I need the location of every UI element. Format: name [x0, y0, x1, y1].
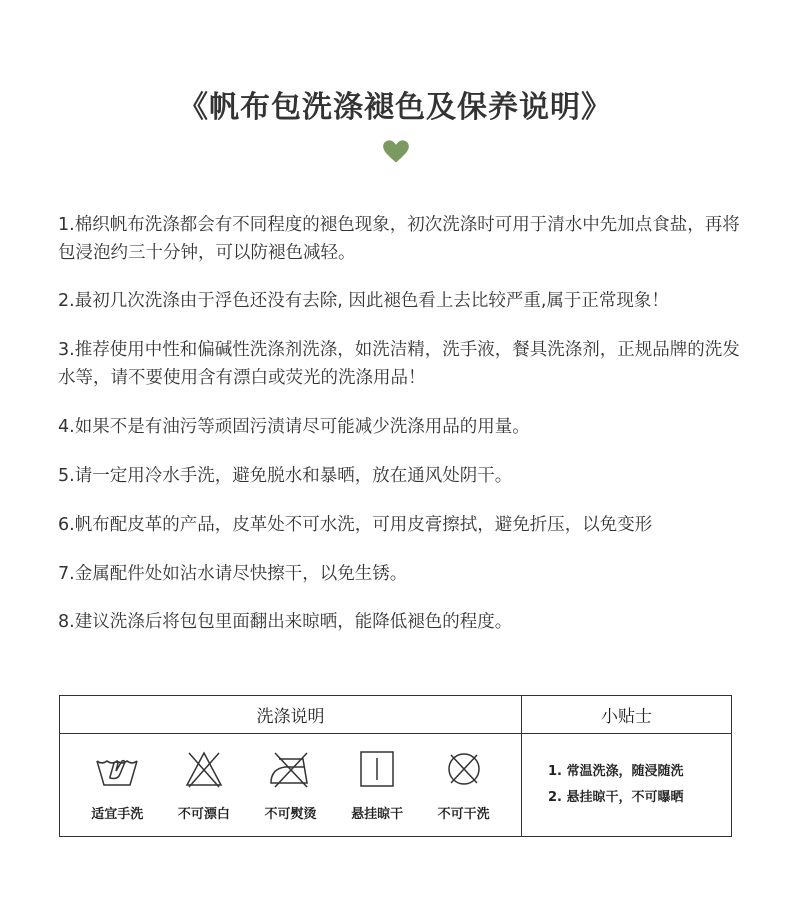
- hang-dry-icon: [354, 749, 400, 789]
- no-dry-clean-icon: [441, 749, 487, 789]
- paragraph-7: 7.金属配件处如沾水请尽快擦干，以免生锈。: [58, 564, 408, 584]
- paragraph-3: 3.推荐使用中性和偏碱性洗涤剂洗涤，如洗洁精，洗手液，餐具洗涤剂，正规品牌的洗发水等，请不要使用含有漂白或荧光的洗涤用品！: [58, 340, 740, 388]
- paragraph-1: 1.棉织帆布洗涤都会有不同程度的褪色现象，初次洗涤时可用于清水中先加点食盐，再将包浸泡约三十分钟，可以防褪色减轻。: [58, 215, 740, 263]
- care-symbol: 不可漂白: [164, 749, 244, 822]
- paragraph-6: 6.帆布配皮革的产品，皮革处不可水洗，可用皮膏擦拭，避免折压，以免变形: [58, 515, 653, 535]
- tip-2: 2. 悬挂晾干，不可曝晒: [548, 790, 684, 805]
- tips-header: 小贴士: [522, 696, 732, 734]
- tip-1: 1. 常温洗涤，随浸随洗: [548, 764, 684, 779]
- care-table: [59, 695, 732, 837]
- heart-icon: [382, 138, 410, 166]
- no-iron-icon: [267, 749, 313, 789]
- paragraph-5: 5.请一定用冷水手洗，避免脱水和暴晒，放在通风处阴干。: [58, 466, 513, 486]
- paragraph-8: 8.建议洗涤后将包包里面翻出来晾晒，能降低褪色的程度。: [58, 612, 513, 632]
- wash-header: 洗涤说明: [60, 696, 522, 734]
- care-symbol: 不可干洗: [424, 749, 504, 822]
- care-symbol: 悬挂晾干: [337, 749, 417, 822]
- care-symbol: 适宜手洗: [77, 749, 157, 822]
- care-symbol: 不可熨烫: [250, 749, 330, 822]
- hand-wash-icon: [94, 749, 140, 789]
- paragraph-4: 4.如果不是有油污等顽固污渍请尽可能减少洗涤用品的用量。: [58, 417, 530, 437]
- page-title: 《帆布包洗涤褪色及保养说明》: [178, 90, 612, 125]
- paragraph-2: 2.最初几次洗涤由于浮色还没有去除, 因此褪色看上去比较严重,属于正常现象！: [58, 291, 669, 311]
- no-bleach-icon: [181, 749, 227, 789]
